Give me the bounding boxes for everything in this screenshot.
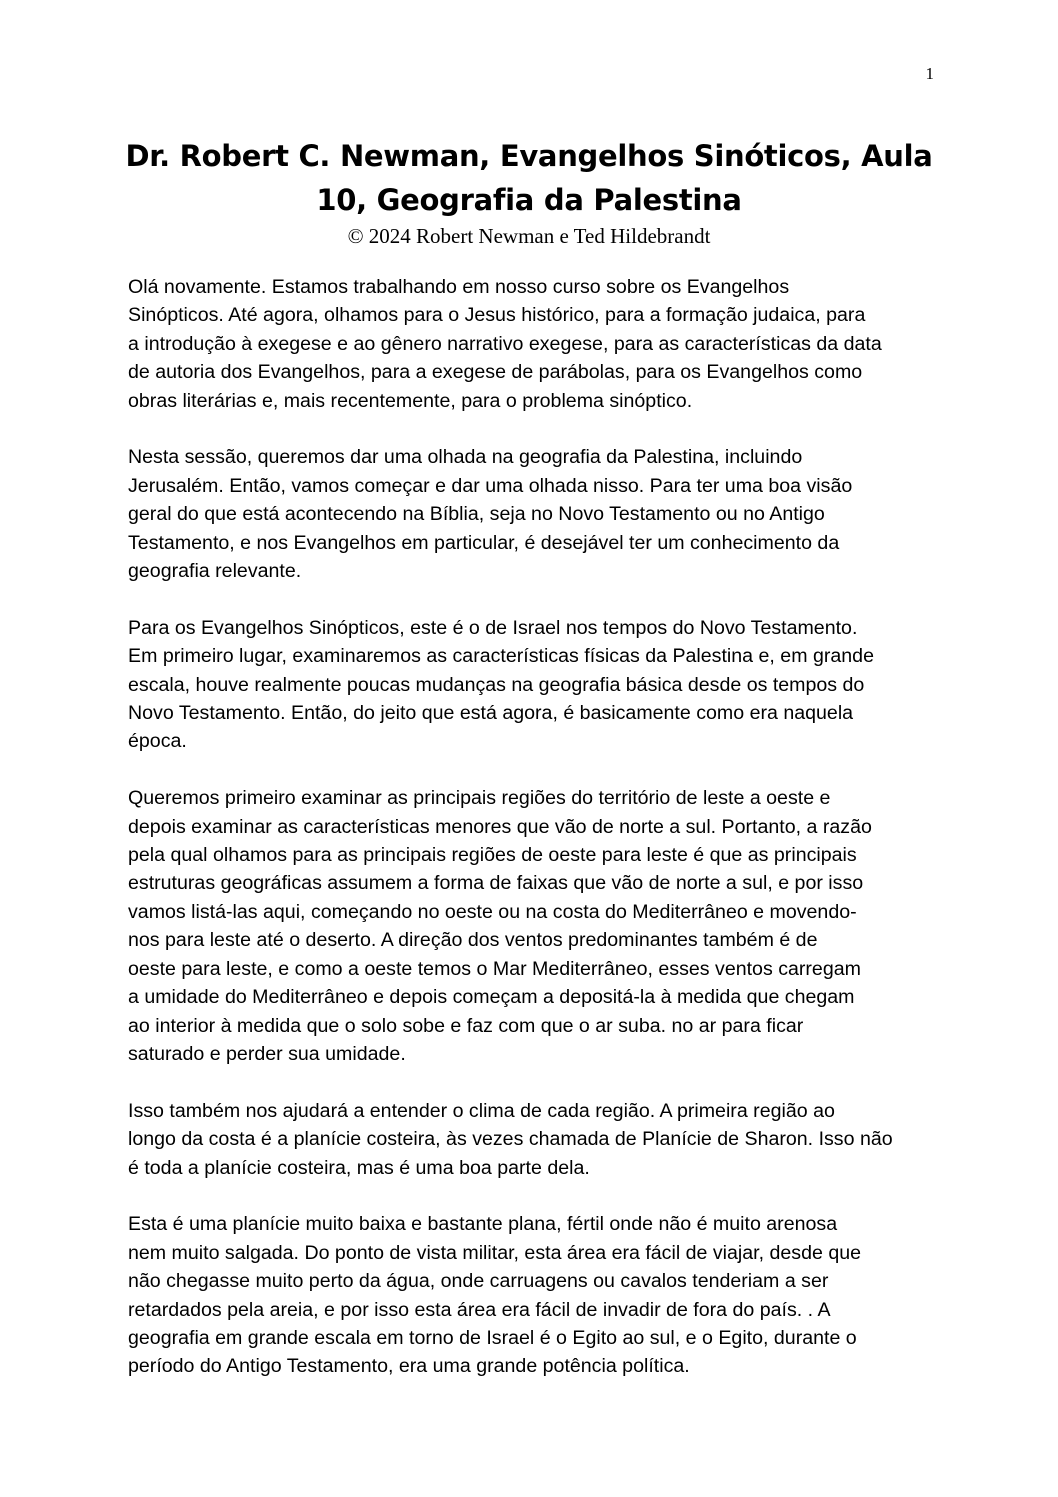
paragraph: Para os Evangelhos Sinópticos, este é o de Israel nos tempos do Novo Testamento. Em primeiro lugar, examinaremos as características físicas da Palestina e, em grande escala, houve realmente poucas mudanças na geografia básica desde os tempos do Novo Testamento. Então, do jeito que está agora, é basicamente como era naquela época.: [128, 616, 874, 753]
paragraph: Queremos primeiro examinar as principais regiões do território de leste a oeste e depois examinar as características menores que vão de norte a sul. Portanto, a razão pela qual olhamos para as principais regiões de oeste para leste é que as principais estruturas geográficas assumem a forma de faixas que vão de norte a sul, e por isso vamos listá-las aqui, começando no oeste ou na costa do Mediterrâneo e movendo- nos para leste até o deserto. A direção dos ventos predominantes também é de oeste para leste, e como a oeste temos o Mar Mediterrâneo, esses ventos carregam a umidade do Mediterrâneo e depois começam a depositá-la à medida que chegam ao interior à medida que o solo sobe e faz com que o ar suba. no ar para ficar saturado e perder sua umidade.: [128, 787, 872, 1065]
copyright-line: © 2024 Robert Newman e Ted Hildebrandt: [347, 224, 711, 248]
paragraph: Nesta sessão, queremos dar uma olhada na geografia da Palestina, incluindo Jerusalém. Então, vamos começar e dar uma olhada nisso. Para ter uma boa visão geral do que está acontecendo na Bíblia, seja no Novo Testamento ou no Antigo Testamento, e nos Evangelhos em particular, é desejável ter um conhecimento da geografia relevante.: [128, 446, 853, 583]
title-line-1: Dr. Robert C. Newman, Evangelhos Sinóticos, Aula: [125, 139, 933, 173]
paragraph: Isso também nos ajudará a entender o clima de cada região. A primeira região ao longo da costa é a planície costeira, às vezes chamada de Planície de Sharon. Isso não é toda a planície costeira, mas é uma boa parte dela.: [128, 1099, 893, 1179]
page-number: 1: [925, 64, 934, 83]
document-title: [100, 134, 958, 222]
title-line-2: 10, Geografia da Palestina: [316, 183, 742, 217]
paragraph: Esta é uma planície muito baixa e bastante plana, fértil onde não é muito arenosa nem muito salgada. Do ponto de vista militar, esta área era fácil de viajar, desde que não chegasse muito perto da água, onde carruagens ou cavalos tenderiam a ser retardados pela areia, e por isso esta área era fácil de invadir de fora do país. . A geografia em grande escala em torno de Israel é o Egito ao sul, e o Egito, durante o período do Antigo Testamento, era uma grande potência política.: [128, 1213, 862, 1378]
document-body: [128, 273, 928, 1409]
paragraph: Olá novamente. Estamos trabalhando em nosso curso sobre os Evangelhos Sinópticos. Até agora, olhamos para o Jesus histórico, para a formação judaica, para a introdução à exegese e ao gênero narrativo exegese, para as características da data de autoria dos Evangelhos, para a exegese de parábolas, para os Evangelhos como obras literárias e, mais recentemente, para o problema sinóptico.: [128, 276, 882, 412]
